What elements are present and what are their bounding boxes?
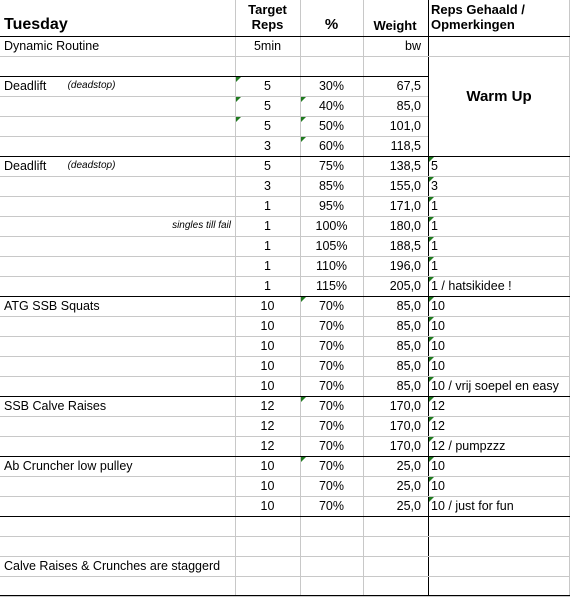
- percent-cell[interactable]: 30%: [318, 79, 345, 93]
- weight-cell[interactable]: 85,0: [396, 99, 421, 113]
- cell-marker-icon: [301, 297, 306, 302]
- side-note: singles till fail: [172, 220, 231, 231]
- weight-cell[interactable]: 25,0: [396, 479, 421, 493]
- table-row: [0, 496, 570, 516]
- weight-cell[interactable]: 170,0: [389, 439, 421, 453]
- table-row: [0, 456, 570, 476]
- comment-cell[interactable]: 12: [431, 419, 445, 433]
- table-row: [0, 516, 570, 536]
- exercise-cell[interactable]: Deadlift: [4, 79, 47, 93]
- percent-cell[interactable]: 70%: [318, 319, 345, 333]
- grid-line: [300, 0, 301, 596]
- table-row: [0, 376, 570, 396]
- percent-cell[interactable]: 50%: [318, 119, 345, 133]
- percent-cell[interactable]: 110%: [315, 259, 348, 273]
- exercise-cell[interactable]: Dynamic Routine: [4, 39, 100, 53]
- warm-up-label[interactable]: Warm Up: [466, 88, 532, 105]
- weight-cell[interactable]: 25,0: [396, 499, 421, 513]
- table-row: [0, 136, 570, 156]
- percent-cell[interactable]: 70%: [318, 299, 345, 313]
- exercise-note: (deadstop): [67, 80, 116, 91]
- table-row: [0, 416, 570, 436]
- grid-line: [0, 96, 428, 97]
- table-row: [0, 556, 570, 576]
- cell-marker-icon: [429, 257, 434, 262]
- cell-marker-icon: [429, 497, 434, 502]
- weight-cell[interactable]: 85,0: [396, 299, 421, 313]
- reps-cell[interactable]: 10: [260, 359, 275, 373]
- grid-line: [0, 436, 570, 437]
- grid-line: [0, 416, 570, 417]
- reps-cell[interactable]: 5min: [253, 39, 282, 53]
- percent-cell[interactable]: 75%: [318, 159, 345, 173]
- weight-cell[interactable]: 25,0: [396, 459, 421, 473]
- grid-line: [0, 496, 570, 497]
- table-row: [0, 476, 570, 496]
- weight-cell[interactable]: 205,0: [389, 279, 421, 293]
- table-row: [0, 356, 570, 376]
- exercise-cell[interactable]: Ab Cruncher low pulley: [4, 459, 133, 473]
- cell-marker-icon: [236, 77, 241, 82]
- cell-marker-icon: [429, 297, 434, 302]
- reps-cell[interactable]: 5: [264, 159, 271, 173]
- table-row: [0, 236, 570, 256]
- table-row: [0, 176, 570, 196]
- percent-cell[interactable]: 60%: [318, 139, 345, 153]
- comment-cell[interactable]: 10: [431, 479, 445, 493]
- grid-line: [0, 596, 570, 597]
- table-row: [0, 336, 570, 356]
- cell-marker-icon: [429, 237, 434, 242]
- table-row: [0, 576, 570, 596]
- table-row: [0, 156, 570, 176]
- comment-cell[interactable]: 10: [431, 459, 445, 473]
- table-row: [0, 436, 570, 456]
- grid-line: [428, 0, 429, 596]
- weight-cell[interactable]: 155,0: [389, 179, 421, 193]
- weight-cell[interactable]: 188,5: [389, 239, 421, 253]
- reps-cell[interactable]: 1: [264, 199, 271, 213]
- cell-marker-icon: [429, 197, 434, 202]
- table-row: [0, 56, 570, 76]
- comment-cell[interactable]: 10 / just for fun: [431, 499, 514, 513]
- table-row: [0, 196, 570, 216]
- grid-line: [0, 476, 570, 477]
- grid-line: [0, 516, 570, 517]
- grid-line: [0, 536, 570, 537]
- reps-cell[interactable]: 12: [260, 439, 275, 453]
- percent-cell[interactable]: 100%: [315, 219, 348, 233]
- weight-cell[interactable]: 170,0: [389, 419, 421, 433]
- cell-marker-icon: [429, 177, 434, 182]
- comment-cell[interactable]: 5: [431, 159, 438, 173]
- reps-cell[interactable]: 1: [264, 259, 271, 273]
- cell-marker-icon: [429, 437, 434, 442]
- grid-line: [0, 376, 570, 377]
- exercise-cell[interactable]: ATG SSB Squats: [4, 299, 100, 313]
- grid-line: [0, 595, 570, 596]
- grid-line: [0, 36, 570, 37]
- grid-line: [0, 136, 428, 137]
- percent-cell[interactable]: 40%: [318, 99, 345, 113]
- grid-line: [0, 456, 570, 457]
- weight-cell[interactable]: 196,0: [389, 259, 421, 273]
- percent-cell[interactable]: 95%: [318, 199, 345, 213]
- comment-cell[interactable]: 10: [431, 359, 445, 373]
- weight-cell[interactable]: 118,5: [390, 139, 421, 153]
- grid-line: [0, 356, 570, 357]
- cell-marker-icon: [301, 117, 306, 122]
- cell-marker-icon: [301, 457, 306, 462]
- grid-line: [0, 256, 570, 257]
- grid-line: [0, 216, 570, 217]
- percent-cell[interactable]: 70%: [318, 379, 345, 393]
- weight-cell[interactable]: 85,0: [396, 359, 421, 373]
- target-reps-header-line1[interactable]: Target: [248, 2, 287, 17]
- comment-cell[interactable]: 10 / vrij soepel en easy: [431, 379, 559, 393]
- cell-marker-icon: [429, 377, 434, 382]
- percent-cell[interactable]: 70%: [318, 419, 345, 433]
- reps-cell[interactable]: 5: [264, 119, 271, 133]
- reps-cell[interactable]: 1: [264, 219, 271, 233]
- comment-cell[interactable]: 10: [431, 299, 445, 313]
- grid-line: [0, 396, 570, 397]
- comment-cell[interactable]: 1: [431, 239, 438, 253]
- reps-cell[interactable]: 10: [260, 299, 275, 313]
- weight-cell[interactable]: 180,0: [389, 219, 421, 233]
- grid-line: [0, 296, 570, 297]
- reps-cell[interactable]: 10: [260, 379, 275, 393]
- weight-cell[interactable]: 67,5: [396, 79, 421, 93]
- grid-line: [0, 196, 570, 197]
- weight-cell[interactable]: 85,0: [396, 339, 421, 353]
- reps-cell[interactable]: 5: [264, 79, 271, 93]
- cell-marker-icon: [429, 357, 434, 362]
- target-reps-header-line2[interactable]: Reps: [251, 17, 284, 32]
- grid-line: [0, 276, 570, 277]
- cell-marker-icon: [301, 397, 306, 402]
- reps-cell[interactable]: 10: [260, 339, 275, 353]
- grid-line: [0, 76, 428, 77]
- comment-cell[interactable]: 10: [431, 339, 445, 353]
- percent-cell[interactable]: 70%: [318, 439, 345, 453]
- grid-line: [0, 56, 570, 57]
- cell-marker-icon: [429, 217, 434, 222]
- percent-cell[interactable]: 70%: [318, 399, 345, 413]
- percent-cell[interactable]: 70%: [318, 459, 345, 473]
- cell-marker-icon: [429, 157, 434, 162]
- reps-cell[interactable]: 10: [260, 479, 275, 493]
- table-row: [0, 396, 570, 416]
- weight-cell[interactable]: bw: [405, 39, 421, 53]
- weight-cell[interactable]: 101,0: [389, 119, 421, 133]
- weight-cell[interactable]: 138,5: [389, 159, 421, 173]
- weight-cell[interactable]: 170,0: [389, 399, 421, 413]
- percent-cell[interactable]: 70%: [318, 359, 345, 373]
- percent-cell[interactable]: 70%: [318, 479, 345, 493]
- reps-cell[interactable]: 3: [264, 139, 271, 153]
- table-row: [0, 96, 570, 116]
- reps-cell[interactable]: 10: [260, 499, 275, 513]
- grid-line: [0, 556, 570, 557]
- table-row: [0, 276, 570, 296]
- cell-marker-icon: [429, 477, 434, 482]
- percent-cell[interactable]: 70%: [318, 339, 345, 353]
- grid-line: [0, 576, 570, 577]
- cell-marker-icon: [236, 117, 241, 122]
- table-row: [0, 116, 570, 136]
- percent-header[interactable]: %: [324, 16, 339, 33]
- grid-line: [0, 156, 570, 157]
- comment-cell[interactable]: 12: [431, 399, 445, 413]
- reps-cell[interactable]: 10: [260, 459, 275, 473]
- cell-marker-icon: [236, 97, 241, 102]
- comment-cell[interactable]: 12 / pumpzzz: [431, 439, 506, 453]
- comments-header-line1[interactable]: Reps Gehaald /: [431, 2, 525, 17]
- table-row: [0, 296, 570, 316]
- comment-cell[interactable]: 10: [431, 319, 445, 333]
- weight-header[interactable]: Weight: [373, 18, 417, 33]
- exercise-cell[interactable]: Deadlift: [4, 159, 47, 173]
- percent-cell[interactable]: 85%: [318, 179, 345, 193]
- table-row: [0, 316, 570, 336]
- grid-line: [0, 336, 570, 337]
- comments-header-line2[interactable]: Opmerkingen: [431, 17, 515, 32]
- weight-cell[interactable]: 85,0: [396, 319, 421, 333]
- comment-cell[interactable]: 1: [431, 259, 438, 273]
- reps-cell[interactable]: 10: [260, 319, 275, 333]
- comment-cell[interactable]: 1: [431, 199, 438, 213]
- table-row: [0, 256, 570, 276]
- cell-marker-icon: [429, 417, 434, 422]
- table-row: [0, 536, 570, 556]
- exercise-note: (deadstop): [67, 160, 116, 171]
- reps-cell[interactable]: 12: [260, 399, 275, 413]
- grid-line: [363, 0, 364, 596]
- cell-marker-icon: [429, 457, 434, 462]
- grid-line: [0, 236, 570, 237]
- cell-marker-icon: [429, 277, 434, 282]
- grid-line: [0, 116, 428, 117]
- cell-marker-icon: [429, 317, 434, 322]
- reps-cell[interactable]: 3: [264, 179, 271, 193]
- comment-cell[interactable]: 1: [431, 219, 438, 233]
- cell-marker-icon: [429, 397, 434, 402]
- reps-cell[interactable]: 12: [260, 419, 275, 433]
- cell-marker-icon: [429, 337, 434, 342]
- cell-marker-icon: [301, 97, 306, 102]
- percent-cell[interactable]: 115%: [315, 279, 348, 293]
- exercise-cell[interactable]: SSB Calve Raises: [4, 399, 107, 413]
- grid-line: [235, 0, 236, 596]
- comment-cell[interactable]: 1 / hatsikidee !: [431, 279, 512, 293]
- reps-cell[interactable]: 1: [264, 239, 271, 253]
- exercise-cell[interactable]: Calve Raises & Crunches are staggerd: [4, 559, 221, 573]
- percent-cell[interactable]: 105%: [315, 239, 348, 253]
- cell-marker-icon: [301, 137, 306, 142]
- comment-cell[interactable]: 3: [431, 179, 438, 193]
- weight-cell[interactable]: 85,0: [396, 379, 421, 393]
- table-row: [0, 216, 570, 236]
- table-row: [0, 76, 570, 96]
- day-title[interactable]: Tuesday: [4, 16, 68, 33]
- grid-line: [0, 316, 570, 317]
- percent-cell[interactable]: 70%: [318, 499, 345, 513]
- reps-cell[interactable]: 5: [264, 99, 271, 113]
- weight-cell[interactable]: 171,0: [389, 199, 421, 213]
- table-row: [0, 36, 570, 56]
- grid-line: [0, 176, 570, 177]
- reps-cell[interactable]: 1: [264, 279, 271, 293]
